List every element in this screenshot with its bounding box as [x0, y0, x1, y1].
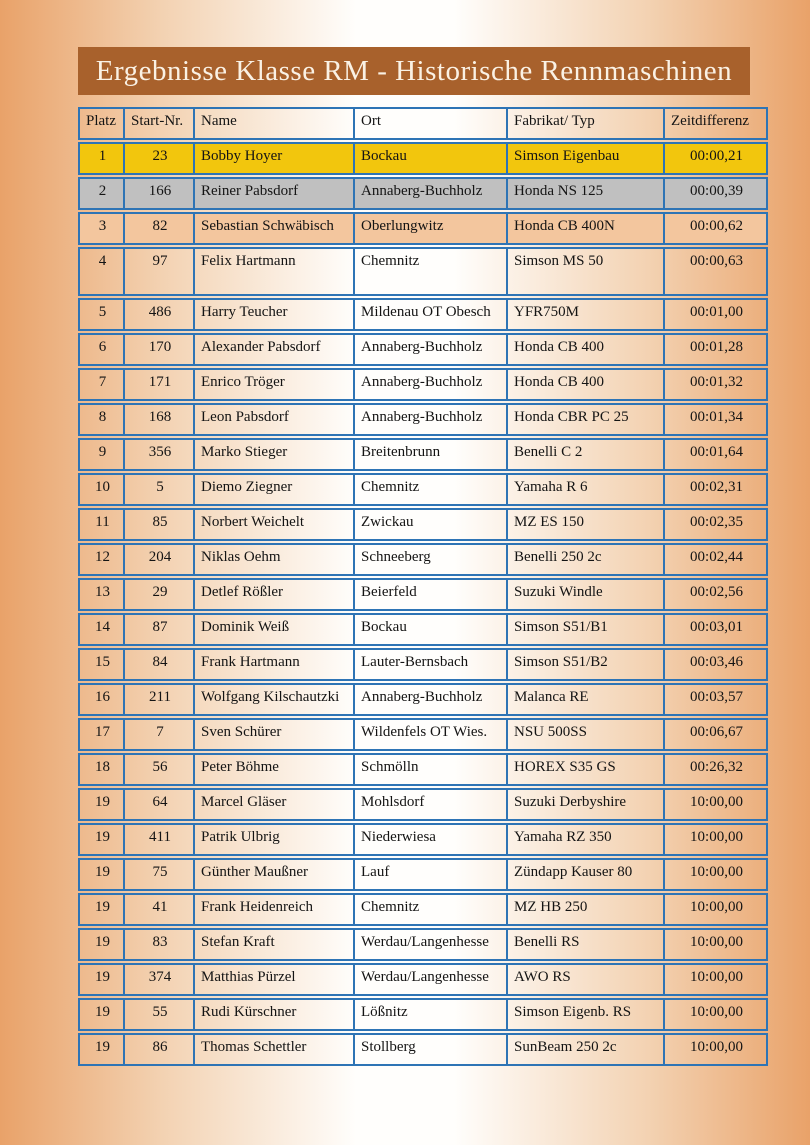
table-row	[78, 753, 768, 786]
cell-fabrikat: Honda CB 400	[508, 370, 665, 399]
table-row	[78, 403, 768, 436]
cell-platz: 17	[80, 720, 125, 749]
cell-fabrikat: Suzuki Derbyshire	[508, 790, 665, 819]
cell-fabrikat: Honda NS 125	[508, 179, 665, 208]
table-row	[78, 473, 768, 506]
cell-name: Marko Stieger	[195, 440, 355, 469]
cell-zeit: 00:01,00	[690, 304, 743, 320]
cell-ort: Mildenau OT Obesch	[355, 300, 508, 329]
cell-zeit: 00:02,56	[690, 584, 743, 600]
header-cell-ort: Ort	[355, 109, 508, 138]
cell-startnr: 82	[125, 214, 195, 243]
cell-name: Stefan Kraft	[195, 930, 355, 959]
cell-zeit: 00:02,31	[690, 479, 743, 495]
cell-startnr: 171	[125, 370, 195, 399]
table-row	[78, 683, 768, 716]
cell-platz: 19	[80, 930, 125, 959]
cell-startnr: 83	[125, 930, 195, 959]
cell-name: Diemo Ziegner	[195, 475, 355, 504]
cell-ort: Annaberg-Buchholz	[355, 405, 508, 434]
cell-zeit: 10:00,00	[690, 969, 743, 985]
cell-startnr: 41	[125, 895, 195, 924]
cell-name: Norbert Weichelt	[195, 510, 355, 539]
cell-platz: 19	[80, 965, 125, 994]
cell-ort: Mohlsdorf	[355, 790, 508, 819]
cell-startnr: 84	[125, 650, 195, 679]
table-row	[78, 963, 768, 996]
cell-zeit: 00:26,32	[690, 759, 743, 775]
cell-startnr: 204	[125, 545, 195, 574]
cell-ort: Chemnitz	[355, 895, 508, 924]
table-row	[78, 648, 768, 681]
cell-ort: Lößnitz	[355, 1000, 508, 1029]
cell-zeit: 00:01,32	[690, 374, 743, 390]
cell-platz: 8	[80, 405, 125, 434]
cell-platz: 19	[80, 860, 125, 889]
cell-platz: 13	[80, 580, 125, 609]
cell-platz: 9	[80, 440, 125, 469]
cell-fabrikat: Benelli 250 2c	[508, 545, 665, 574]
cell-name: Dominik Weiß	[195, 615, 355, 644]
header-cell-fabrikat: Fabrikat/ Typ	[508, 109, 665, 138]
cell-startnr: 166	[125, 179, 195, 208]
cell-startnr: 211	[125, 685, 195, 714]
cell-fabrikat: Honda CB 400N	[508, 214, 665, 243]
cell-fabrikat: Honda CBR PC 25	[508, 405, 665, 434]
cell-name: Rudi Kürschner	[195, 1000, 355, 1029]
cell-platz: 6	[80, 335, 125, 364]
cell-fabrikat: MZ HB 250	[508, 895, 665, 924]
cell-platz: 19	[80, 825, 125, 854]
cell-fabrikat: Simson Eigenbau	[508, 144, 665, 173]
cell-zeit: 00:02,44	[690, 549, 743, 565]
cell-platz: 7	[80, 370, 125, 399]
header-cell-zeit: Zeitdifferenz	[671, 113, 750, 129]
cell-name: Frank Hartmann	[195, 650, 355, 679]
cell-platz: 4	[80, 249, 125, 294]
cell-startnr: 411	[125, 825, 195, 854]
table-row	[78, 247, 768, 296]
table-row	[78, 858, 768, 891]
cell-ort: Niederwiesa	[355, 825, 508, 854]
cell-fabrikat: Zündapp Kauser 80	[508, 860, 665, 889]
cell-name: Peter Böhme	[195, 755, 355, 784]
cell-name: Alexander Pabsdorf	[195, 335, 355, 364]
page-title-bar	[78, 47, 750, 95]
cell-name: Patrik Ulbrig	[195, 825, 355, 854]
cell-fabrikat: Yamaha RZ 350	[508, 825, 665, 854]
cell-ort: Wildenfels OT Wies.	[355, 720, 508, 749]
cell-platz: 14	[80, 615, 125, 644]
cell-fabrikat: Simson S51/B1	[508, 615, 665, 644]
cell-ort: Chemnitz	[355, 475, 508, 504]
cell-name: Frank Heidenreich	[195, 895, 355, 924]
table-row	[78, 508, 768, 541]
cell-zeit: 10:00,00	[690, 1039, 743, 1055]
table-row	[78, 613, 768, 646]
cell-fabrikat: Simson MS 50	[508, 249, 665, 294]
cell-zeit: 10:00,00	[690, 1004, 743, 1020]
cell-platz: 15	[80, 650, 125, 679]
cell-name: Harry Teucher	[195, 300, 355, 329]
cell-ort: Werdau/Langenhesse	[355, 930, 508, 959]
cell-fabrikat: SunBeam 250 2c	[508, 1035, 665, 1064]
table-row	[78, 212, 768, 245]
cell-platz: 10	[80, 475, 125, 504]
cell-zeit: 00:02,35	[690, 514, 743, 530]
cell-platz: 5	[80, 300, 125, 329]
cell-platz: 19	[80, 1000, 125, 1029]
cell-name: Sebastian Schwäbisch	[195, 214, 355, 243]
cell-fabrikat: MZ ES 150	[508, 510, 665, 539]
cell-name: Niklas Oehm	[195, 545, 355, 574]
table-row	[78, 1033, 768, 1066]
cell-startnr: 168	[125, 405, 195, 434]
cell-ort: Schneeberg	[355, 545, 508, 574]
cell-ort: Lauter-Bernsbach	[355, 650, 508, 679]
cell-platz: 2	[80, 179, 125, 208]
cell-zeit: 00:06,67	[690, 724, 743, 740]
cell-ort: Werdau/Langenhesse	[355, 965, 508, 994]
cell-platz: 12	[80, 545, 125, 574]
cell-ort: Bockau	[355, 144, 508, 173]
cell-zeit: 00:00,62	[690, 218, 743, 234]
cell-ort: Chemnitz	[355, 249, 508, 294]
results-table	[78, 107, 768, 1068]
table-row	[78, 298, 768, 331]
cell-name: Wolfgang Kilschautzki	[195, 685, 355, 714]
header-cell-name: Name	[195, 109, 355, 138]
cell-startnr: 86	[125, 1035, 195, 1064]
cell-name: Reiner Pabsdorf	[195, 179, 355, 208]
cell-name: Leon Pabsdorf	[195, 405, 355, 434]
table-row	[78, 333, 768, 366]
cell-ort: Schmölln	[355, 755, 508, 784]
cell-name: Marcel Gläser	[195, 790, 355, 819]
cell-platz: 19	[80, 790, 125, 819]
cell-name: Matthias Pürzel	[195, 965, 355, 994]
cell-platz: 19	[80, 1035, 125, 1064]
cell-zeit: 00:00,21	[690, 148, 743, 164]
cell-name: Bobby Hoyer	[195, 144, 355, 173]
cell-zeit: 00:03,46	[690, 654, 743, 670]
table-row	[78, 998, 768, 1031]
page-title: Ergebnisse Klasse RM - Historische Rennmaschinen	[95, 55, 733, 87]
cell-ort: Annaberg-Buchholz	[355, 685, 508, 714]
table-row	[78, 823, 768, 856]
cell-startnr: 75	[125, 860, 195, 889]
cell-fabrikat: Benelli RS	[508, 930, 665, 959]
cell-startnr: 29	[125, 580, 195, 609]
cell-name: Sven Schürer	[195, 720, 355, 749]
cell-ort: Zwickau	[355, 510, 508, 539]
cell-zeit: 00:03,01	[690, 619, 743, 635]
cell-startnr: 56	[125, 755, 195, 784]
table-row	[78, 928, 768, 961]
cell-ort: Breitenbrunn	[355, 440, 508, 469]
cell-ort: Stollberg	[355, 1035, 508, 1064]
cell-ort: Annaberg-Buchholz	[355, 179, 508, 208]
cell-fabrikat: Honda CB 400	[508, 335, 665, 364]
cell-name: Felix Hartmann	[195, 249, 355, 294]
cell-fabrikat: Malanca RE	[508, 685, 665, 714]
cell-platz: 1	[80, 144, 125, 173]
table-row	[78, 368, 768, 401]
cell-fabrikat: Suzuki Windle	[508, 580, 665, 609]
cell-ort: Annaberg-Buchholz	[355, 335, 508, 364]
cell-zeit: 10:00,00	[690, 899, 743, 915]
cell-platz: 16	[80, 685, 125, 714]
cell-zeit: 10:00,00	[690, 934, 743, 950]
cell-ort: Beierfeld	[355, 580, 508, 609]
cell-zeit: 10:00,00	[690, 829, 743, 845]
cell-startnr: 5	[125, 475, 195, 504]
cell-zeit: 00:01,28	[690, 339, 743, 355]
table-row	[78, 718, 768, 751]
cell-startnr: 170	[125, 335, 195, 364]
table-row	[78, 788, 768, 821]
table-row	[78, 438, 768, 471]
cell-zeit: 10:00,00	[690, 864, 743, 880]
table-row	[78, 543, 768, 576]
cell-ort: Oberlungwitz	[355, 214, 508, 243]
cell-startnr: 55	[125, 1000, 195, 1029]
cell-zeit: 00:03,57	[690, 689, 743, 705]
cell-startnr: 374	[125, 965, 195, 994]
cell-ort: Bockau	[355, 615, 508, 644]
cell-zeit: 00:01,34	[690, 409, 743, 425]
cell-startnr: 356	[125, 440, 195, 469]
table-row	[78, 142, 768, 175]
cell-platz: 19	[80, 895, 125, 924]
cell-fabrikat: AWO RS	[508, 965, 665, 994]
cell-startnr: 23	[125, 144, 195, 173]
cell-startnr: 97	[125, 249, 195, 294]
cell-ort: Annaberg-Buchholz	[355, 370, 508, 399]
cell-zeit: 10:00,00	[690, 794, 743, 810]
header-cell-startnr: Start-Nr.	[125, 109, 195, 138]
cell-zeit: 00:01,64	[690, 444, 743, 460]
cell-zeit: 00:00,39	[690, 183, 743, 199]
table-row	[78, 177, 768, 210]
cell-fabrikat: Simson S51/B2	[508, 650, 665, 679]
cell-fabrikat: Yamaha R 6	[508, 475, 665, 504]
cell-name: Thomas Schettler	[195, 1035, 355, 1064]
cell-ort: Lauf	[355, 860, 508, 889]
table-row	[78, 578, 768, 611]
cell-fabrikat: YFR750M	[508, 300, 665, 329]
cell-platz: 11	[80, 510, 125, 539]
cell-startnr: 7	[125, 720, 195, 749]
cell-name: Enrico Tröger	[195, 370, 355, 399]
cell-platz: 3	[80, 214, 125, 243]
cell-startnr: 486	[125, 300, 195, 329]
cell-name: Günther Maußner	[195, 860, 355, 889]
table-header-row	[78, 107, 768, 140]
cell-startnr: 87	[125, 615, 195, 644]
cell-zeit: 00:00,63	[690, 253, 743, 269]
cell-fabrikat: Simson Eigenb. RS	[508, 1000, 665, 1029]
cell-fabrikat: NSU 500SS	[508, 720, 665, 749]
cell-platz: 18	[80, 755, 125, 784]
cell-startnr: 64	[125, 790, 195, 819]
cell-name: Detlef Rößler	[195, 580, 355, 609]
cell-startnr: 85	[125, 510, 195, 539]
cell-fabrikat: HOREX S35 GS	[508, 755, 665, 784]
table-row	[78, 893, 768, 926]
cell-fabrikat: Benelli C 2	[508, 440, 665, 469]
header-cell-platz: Platz	[80, 109, 125, 138]
